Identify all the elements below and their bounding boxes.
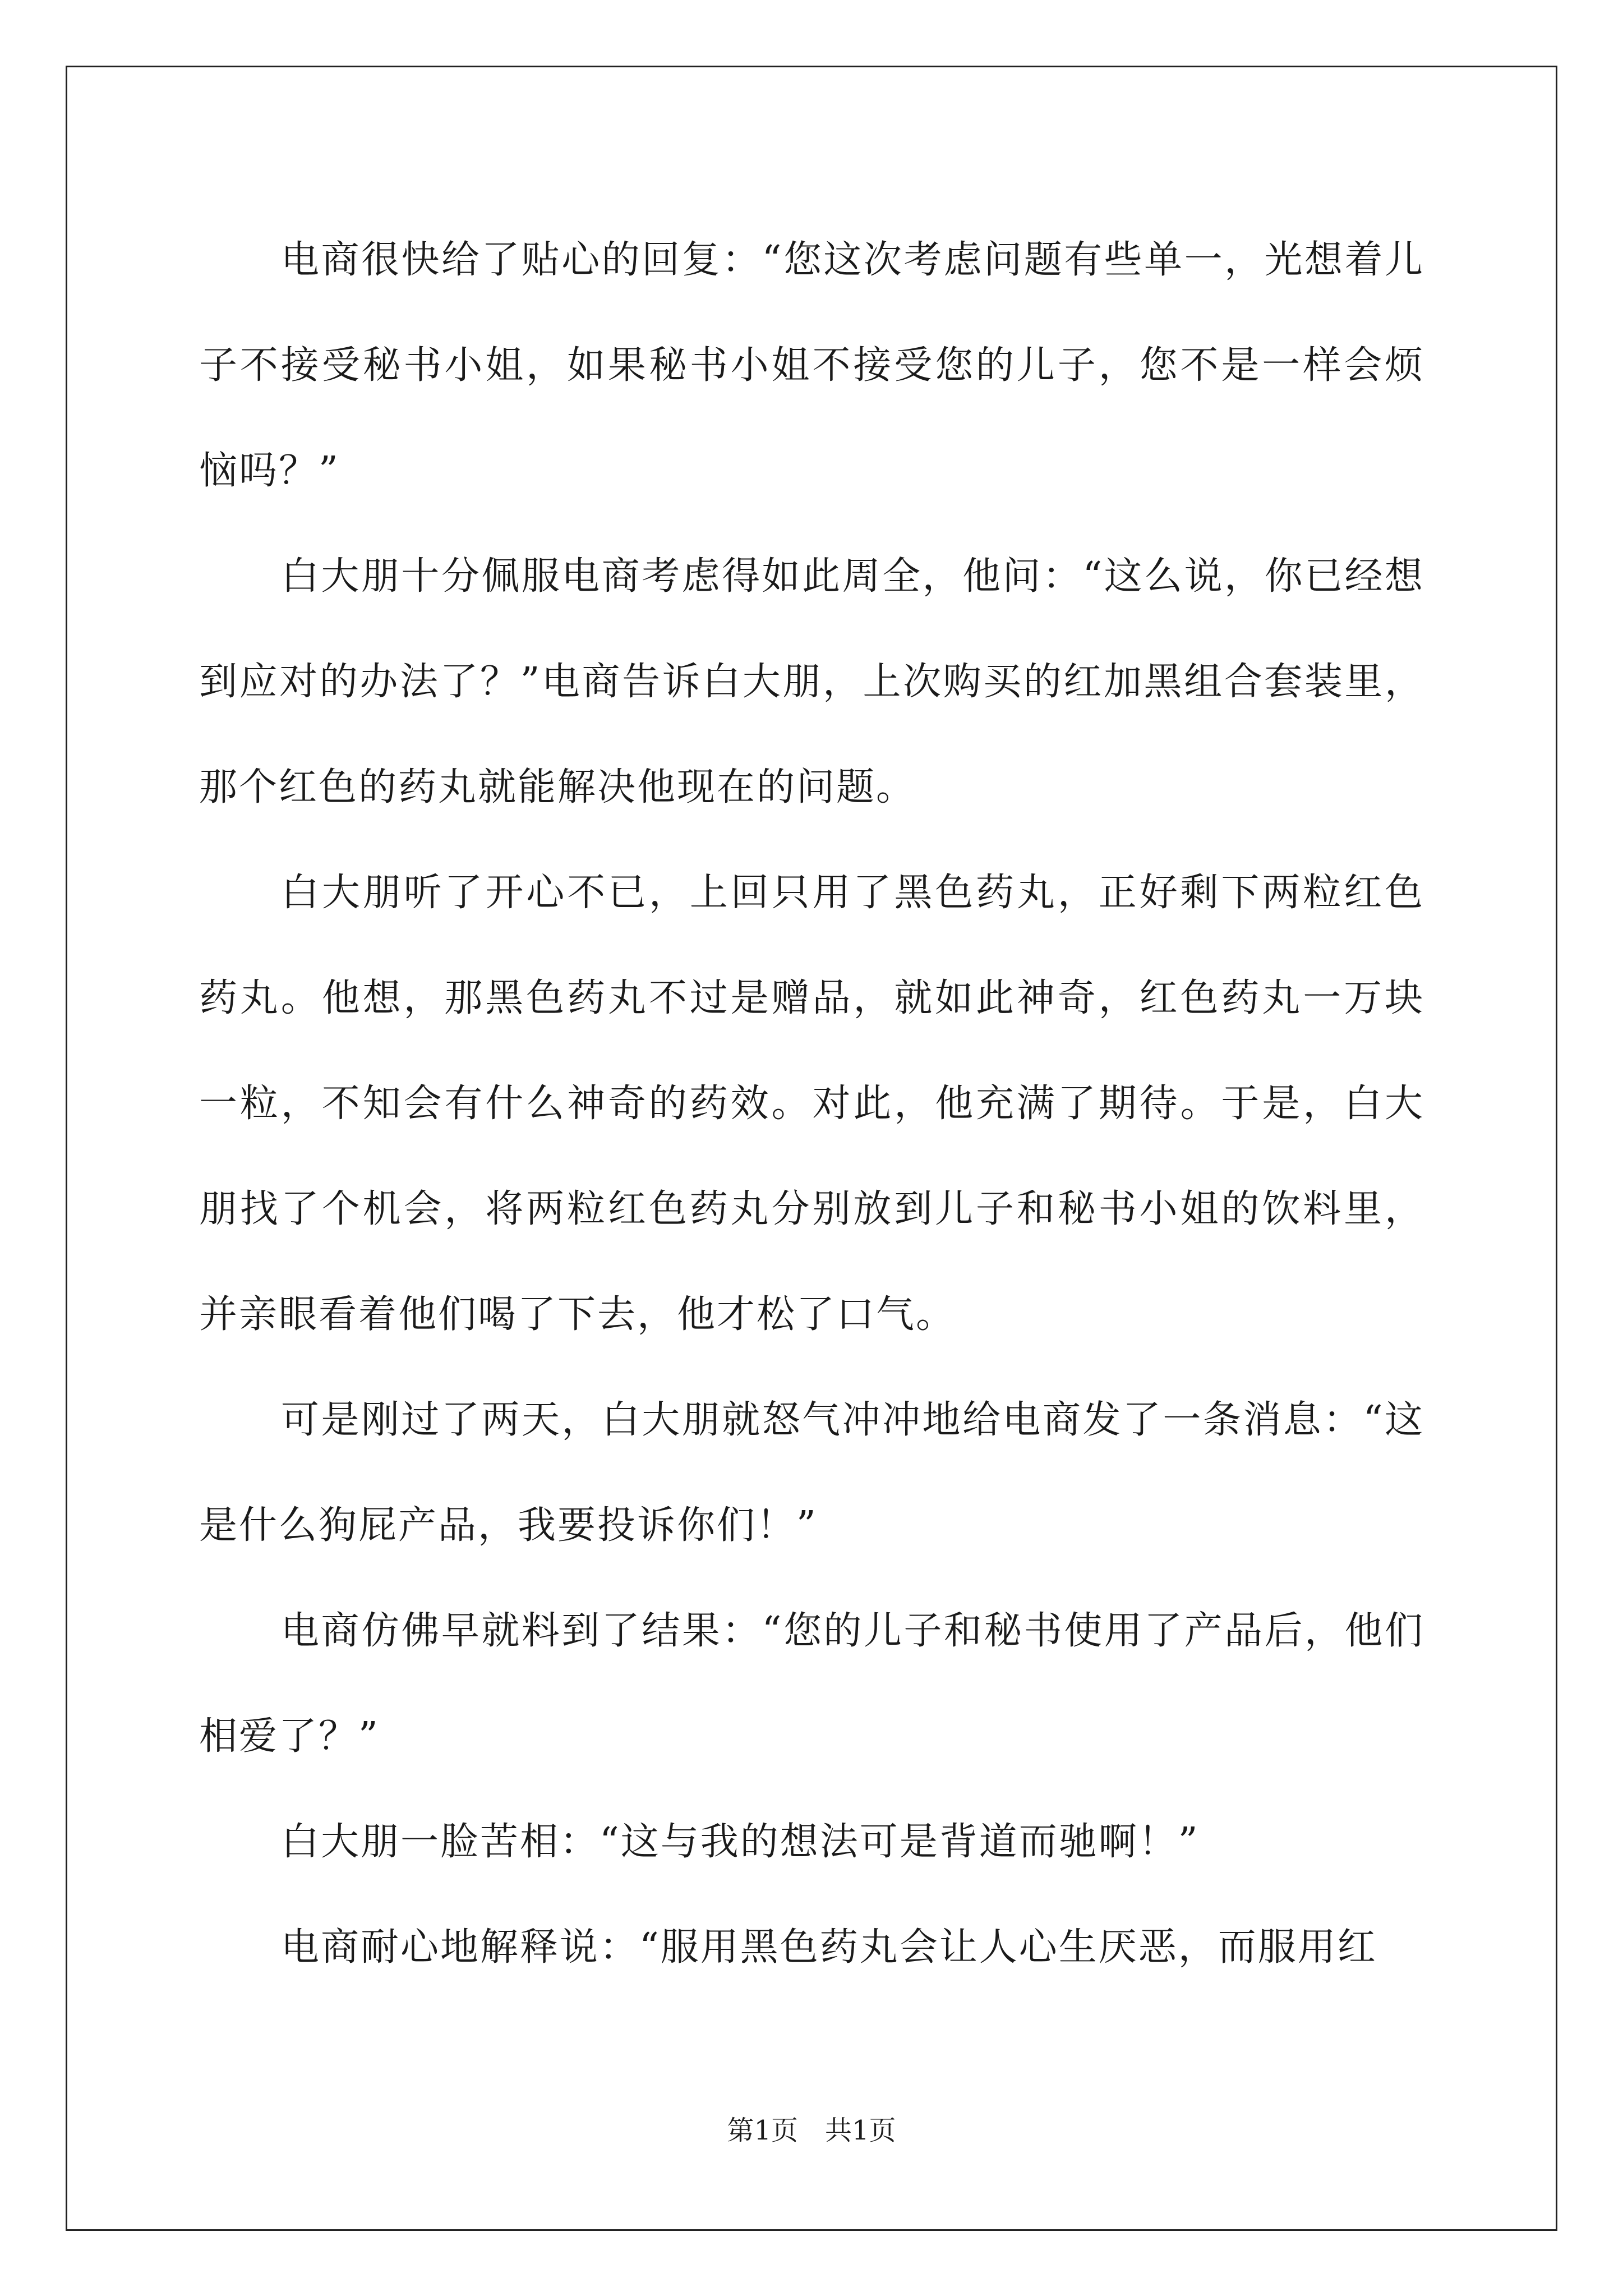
paragraph: 白大朋听了开心不已，上回只用了黑色药丸，正好剩下两粒红色药丸。他想，那黑色药丸不过是赠品，就如此神奇，红色药丸一万块一粒，不知会有什么神奇的药效。对此，他充满了期待。于是，白大朋找了个机会，将两粒红色药丸分别放到儿子和秘书小姐的饮料里，并亲眼看着他们喝了下去，他才松了口气。 [199,871,1424,1337]
page-footer [0,2114,1623,2147]
page-total: 共1页 [825,2115,896,2146]
paragraph: 白大朋十分佩服电商考虑得如此周全，他问：“这么说，你已经想到应对的办法了？”电商告诉白大朋，上次购买的红加黑组合套装里，那个红色的药丸就能解决他现在的问题。 [199,554,1424,809]
paragraph: 电商很快给了贴心的回复：“您这次考虑问题有些单一，光想着儿子不接受秘书小姐，如果秘书小姐不接受您的儿子，您不是一样会烦恼吗？” [199,238,1424,493]
document-body [199,208,1424,2000]
paragraph: 电商耐心地解释说：“服用黑色药丸会让人心生厌恶，而服用红 [281,1925,1377,1970]
page-number: 第1页 [727,2115,798,2146]
paragraph: 白大朋一脸苦相：“这与我的想法可是背道而驰啊！” [281,1820,1200,1864]
paragraph: 电商仿佛早就料到了结果：“您的儿子和秘书使用了产品后，他们相爱了？” [199,1609,1424,1759]
paragraph: 可是刚过了两天，白大朋就怒气冲冲地给电商发了一条消息：“这是什么狗屁产品，我要投诉你们！” [199,1398,1424,1548]
